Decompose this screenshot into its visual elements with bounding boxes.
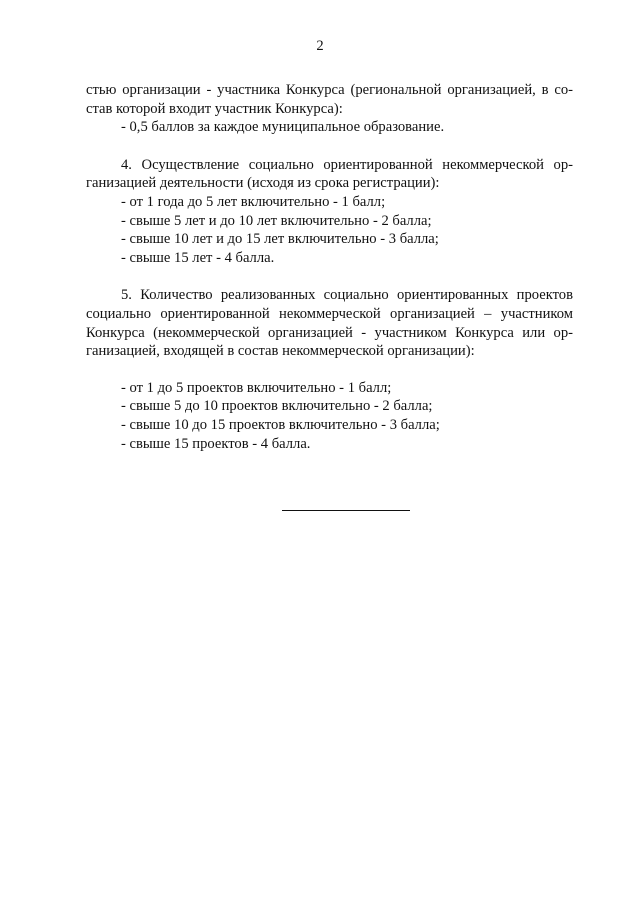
list-item: - свыше 5 лет и до 10 лет включительно - 2 балла; — [121, 212, 432, 229]
section-5-heading-line: 5. Количество реализованных социально ориентированных проектов — [121, 287, 573, 304]
paragraph-gap — [86, 361, 573, 379]
list-item: - свыше 10 лет и до 15 лет включительно - 3 балла; — [121, 231, 439, 248]
paragraph-line: ганизацией, входящей в состав некоммерческой организации): — [86, 343, 475, 360]
list-item: - свыше 15 проектов - 4 балла. — [121, 435, 311, 452]
list-item: - 0,5 баллов за каждое муниципальное образование. — [121, 119, 445, 136]
list-item: - свыше 10 до 15 проектов включительно - 3 балла; — [121, 416, 440, 433]
page-number: 2 — [316, 38, 324, 54]
paragraph-line: Конкурса (некоммерческой организацией - участником Конкурса или ор- — [86, 324, 573, 341]
paragraph-line: ганизацией деятельности (исходя из срока регистрации): — [86, 175, 440, 192]
document-body — [86, 81, 573, 453]
list-item: - свыше 5 до 10 проектов включительно - 2 балла; — [121, 398, 433, 415]
list-item: - от 1 до 5 проектов включительно - 1 балл; — [121, 379, 392, 396]
paragraph-line: став которой входит участник Конкурса): — [86, 100, 343, 117]
paragraph-line: стью организации - участника Конкурса (региональной организацией, в со- — [86, 82, 573, 98]
paragraph-gap — [86, 267, 573, 286]
list-item: - свыше 15 лет - 4 балла. — [121, 249, 275, 266]
paragraph-gap — [86, 137, 573, 156]
list-item: - от 1 года до 5 лет включительно - 1 балл; — [121, 193, 386, 210]
section-4-heading-line: 4. Осуществление социально ориентированной некоммерческой ор- — [121, 156, 573, 173]
end-of-document-rule — [282, 510, 410, 511]
paragraph-line: социально ориентированной некоммерческой организацией – участником — [86, 305, 573, 322]
